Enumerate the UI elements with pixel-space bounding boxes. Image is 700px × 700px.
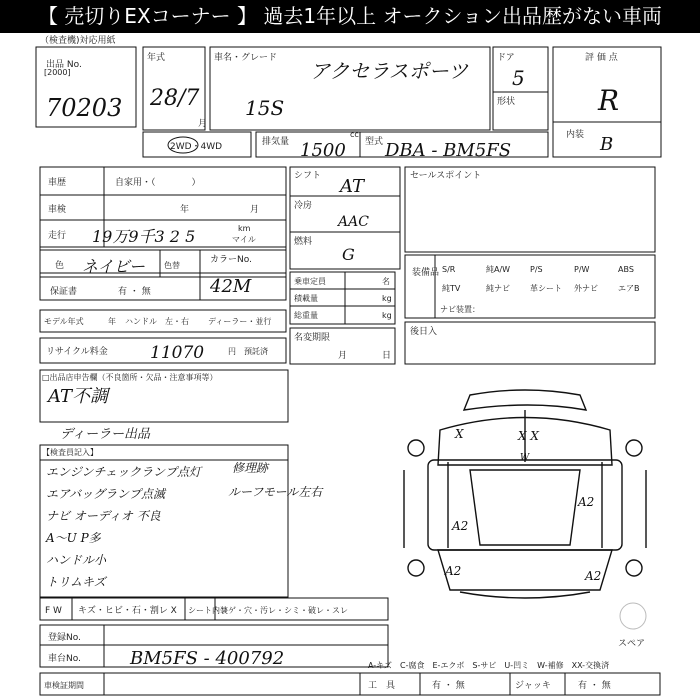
- inspection-note: A～U P多: [46, 531, 101, 545]
- declaration-label: □出品店申告欄（不良箇所・欠品・注意事項等）: [42, 373, 218, 382]
- inspection-label: 【検査員記入】: [42, 448, 98, 457]
- load-label: 積載量: [294, 294, 318, 303]
- model-year-unit: 年: [108, 317, 116, 326]
- mark-right-front: A2: [578, 495, 595, 509]
- shaken-label: 車検: [48, 205, 67, 215]
- shift-value: AT: [340, 176, 365, 197]
- color-value: ネイビー: [82, 257, 146, 276]
- jack-label: ジャッキ: [515, 681, 551, 691]
- interior-value: B: [600, 134, 614, 155]
- shift-label: シフト: [294, 171, 322, 181]
- equipment-item: S/R: [442, 265, 456, 274]
- warranty-label: 保証書: [50, 287, 78, 297]
- recycle-value: 11070: [150, 343, 205, 363]
- color-label: 色: [55, 261, 65, 271]
- body-label: 形状: [497, 97, 516, 107]
- doors-value: 5: [512, 66, 525, 90]
- frame-label: 車台No.: [48, 654, 81, 664]
- frame-value: BM5FS - 400792: [130, 648, 285, 669]
- equipment-item: 純TV: [442, 284, 461, 293]
- jack-options: 有 ・ 無: [578, 681, 611, 691]
- score-label: 評 価 点: [585, 53, 618, 63]
- weight-label: 総重量: [294, 311, 318, 320]
- rename-day: 日: [382, 351, 392, 361]
- lot-tag: [2000]: [44, 68, 71, 77]
- inspection-notes: [45, 465, 203, 589]
- rename-label: 名変期限: [294, 333, 331, 343]
- declaration-line2: ディーラー出品: [60, 427, 150, 442]
- mark-left-mid: A2: [452, 519, 469, 533]
- inspection-note: ハンドル小: [46, 553, 107, 567]
- dealer-options: ディーラー・並行: [208, 317, 272, 326]
- fuel-value: G: [342, 245, 355, 264]
- mileage-value: 19万9千3 2 5: [92, 227, 196, 246]
- year-value: 28/7: [150, 86, 200, 111]
- recycle-unit: 円 預託済: [228, 347, 268, 356]
- model-value: DBA - BM5FS: [385, 140, 512, 161]
- disp-value: 1500: [300, 140, 346, 161]
- equipment-item: P/S: [530, 265, 543, 274]
- inspection-note: エンジンチェックランプ点灯: [46, 465, 202, 479]
- fw-label: F W: [45, 606, 62, 616]
- score-value: R: [598, 84, 620, 117]
- lot-number: 70203: [46, 94, 123, 122]
- reg-label: 登録No.: [48, 633, 81, 643]
- rename-month: 月: [338, 351, 348, 361]
- cert-label: 車検証期間: [44, 681, 84, 690]
- car-diagram: [404, 390, 646, 598]
- equip-label: 装備品: [412, 268, 440, 278]
- tool-options: 有 ・ 無: [432, 681, 465, 691]
- inspection-note: ナビ オーディオ 不良: [46, 509, 161, 523]
- car-name: アクセラスポーツ: [310, 59, 468, 83]
- equipment-item: 革シート: [530, 284, 562, 293]
- year-label: 年式: [147, 53, 166, 63]
- mileage-label: 走行: [48, 231, 67, 241]
- equipment-item: 純A/W: [486, 265, 511, 274]
- shaken-month: 月: [250, 205, 260, 215]
- history-label: 車歴: [48, 178, 67, 188]
- spare-label: スペア: [618, 639, 646, 649]
- shaken-year: 年: [180, 205, 190, 215]
- month-unit: 月: [198, 119, 208, 129]
- color-change: 色替: [164, 261, 180, 270]
- model-year-label: モデル年式: [44, 317, 84, 326]
- fw-items: キズ・ヒビ・石・割レ X: [78, 606, 177, 616]
- equipment-item: 外ナビ: [574, 284, 598, 293]
- name-label: 車名・グレード: [214, 53, 278, 63]
- grade-value: 15S: [245, 96, 285, 120]
- seat-items: コゲ・穴・汚レ・シミ・破レ・スレ: [220, 606, 348, 615]
- equipment-item: P/W: [574, 265, 590, 274]
- load-unit: kg: [382, 294, 392, 303]
- weight-unit: kg: [382, 311, 392, 320]
- warranty-options: 有 ・ 無: [118, 287, 151, 297]
- equipment-item: エアB: [618, 284, 640, 293]
- capacity-label: 乗車定員: [294, 277, 326, 286]
- fuel-label: 燃料: [294, 237, 313, 247]
- handle-options: ハンドル 左・右: [125, 317, 189, 326]
- seat-label: シート内装: [188, 606, 228, 615]
- mark-right-rear: A2: [585, 569, 602, 583]
- mark-front: X X: [518, 429, 539, 443]
- mark-w: W: [520, 453, 530, 463]
- model-label: 型式: [365, 137, 384, 147]
- ac-label: 冷房: [294, 201, 313, 211]
- equipment-item: 純ナビ: [486, 284, 510, 293]
- form-note: （検査機)対応用紙: [40, 36, 116, 46]
- sales-point-label: セールスポイント: [410, 171, 482, 181]
- equipment-item: ABS: [618, 265, 634, 274]
- mileage-unit-mile: マイル: [232, 235, 256, 244]
- ac-value: AAC: [338, 214, 369, 230]
- recycle-label: リサイクル料金: [46, 347, 108, 357]
- equipment-row-1: [442, 264, 634, 274]
- inspection-note: トリムキズ: [46, 575, 106, 589]
- side-note-2: ルーフモール左右: [228, 485, 323, 499]
- navi-label: ナビ装置：: [440, 305, 480, 314]
- drive-type: 2WD・4WD: [170, 142, 223, 152]
- interior-label: 内装: [566, 130, 585, 140]
- legend: A-キズ C-腐食 E-エクボ S-サビ U-凹ミ W-補修 XX-交換済: [368, 661, 610, 670]
- lot-label: 出品 No.: [46, 60, 82, 70]
- side-note-1: 修理跡: [232, 461, 269, 475]
- banner: 【 売切りEXコーナー 】 過去1年以上 オークション出品歴がない車両: [0, 0, 700, 33]
- doors-label: ドア: [497, 53, 515, 63]
- capacity-unit: 名: [382, 277, 390, 286]
- mark-left-front: X: [455, 427, 464, 441]
- declaration-line1: AT不調: [48, 386, 109, 407]
- colorno-value: 42M: [210, 276, 252, 297]
- colorno-label: カラーNo.: [210, 255, 252, 265]
- history-value: 自家用・（ ）: [115, 178, 201, 188]
- equipment-row-2: [442, 283, 640, 293]
- mileage-unit-km: km: [238, 224, 251, 233]
- disp-unit: cc: [350, 130, 359, 139]
- spare-tire-icon: [620, 603, 646, 629]
- inspection-note: エアバッグランプ点滅: [46, 487, 166, 501]
- mark-left-rear: A2: [445, 564, 462, 578]
- entry-label: 後日入: [410, 327, 438, 337]
- tool-label: 工 具: [368, 681, 396, 691]
- disp-label: 排気量: [262, 137, 290, 147]
